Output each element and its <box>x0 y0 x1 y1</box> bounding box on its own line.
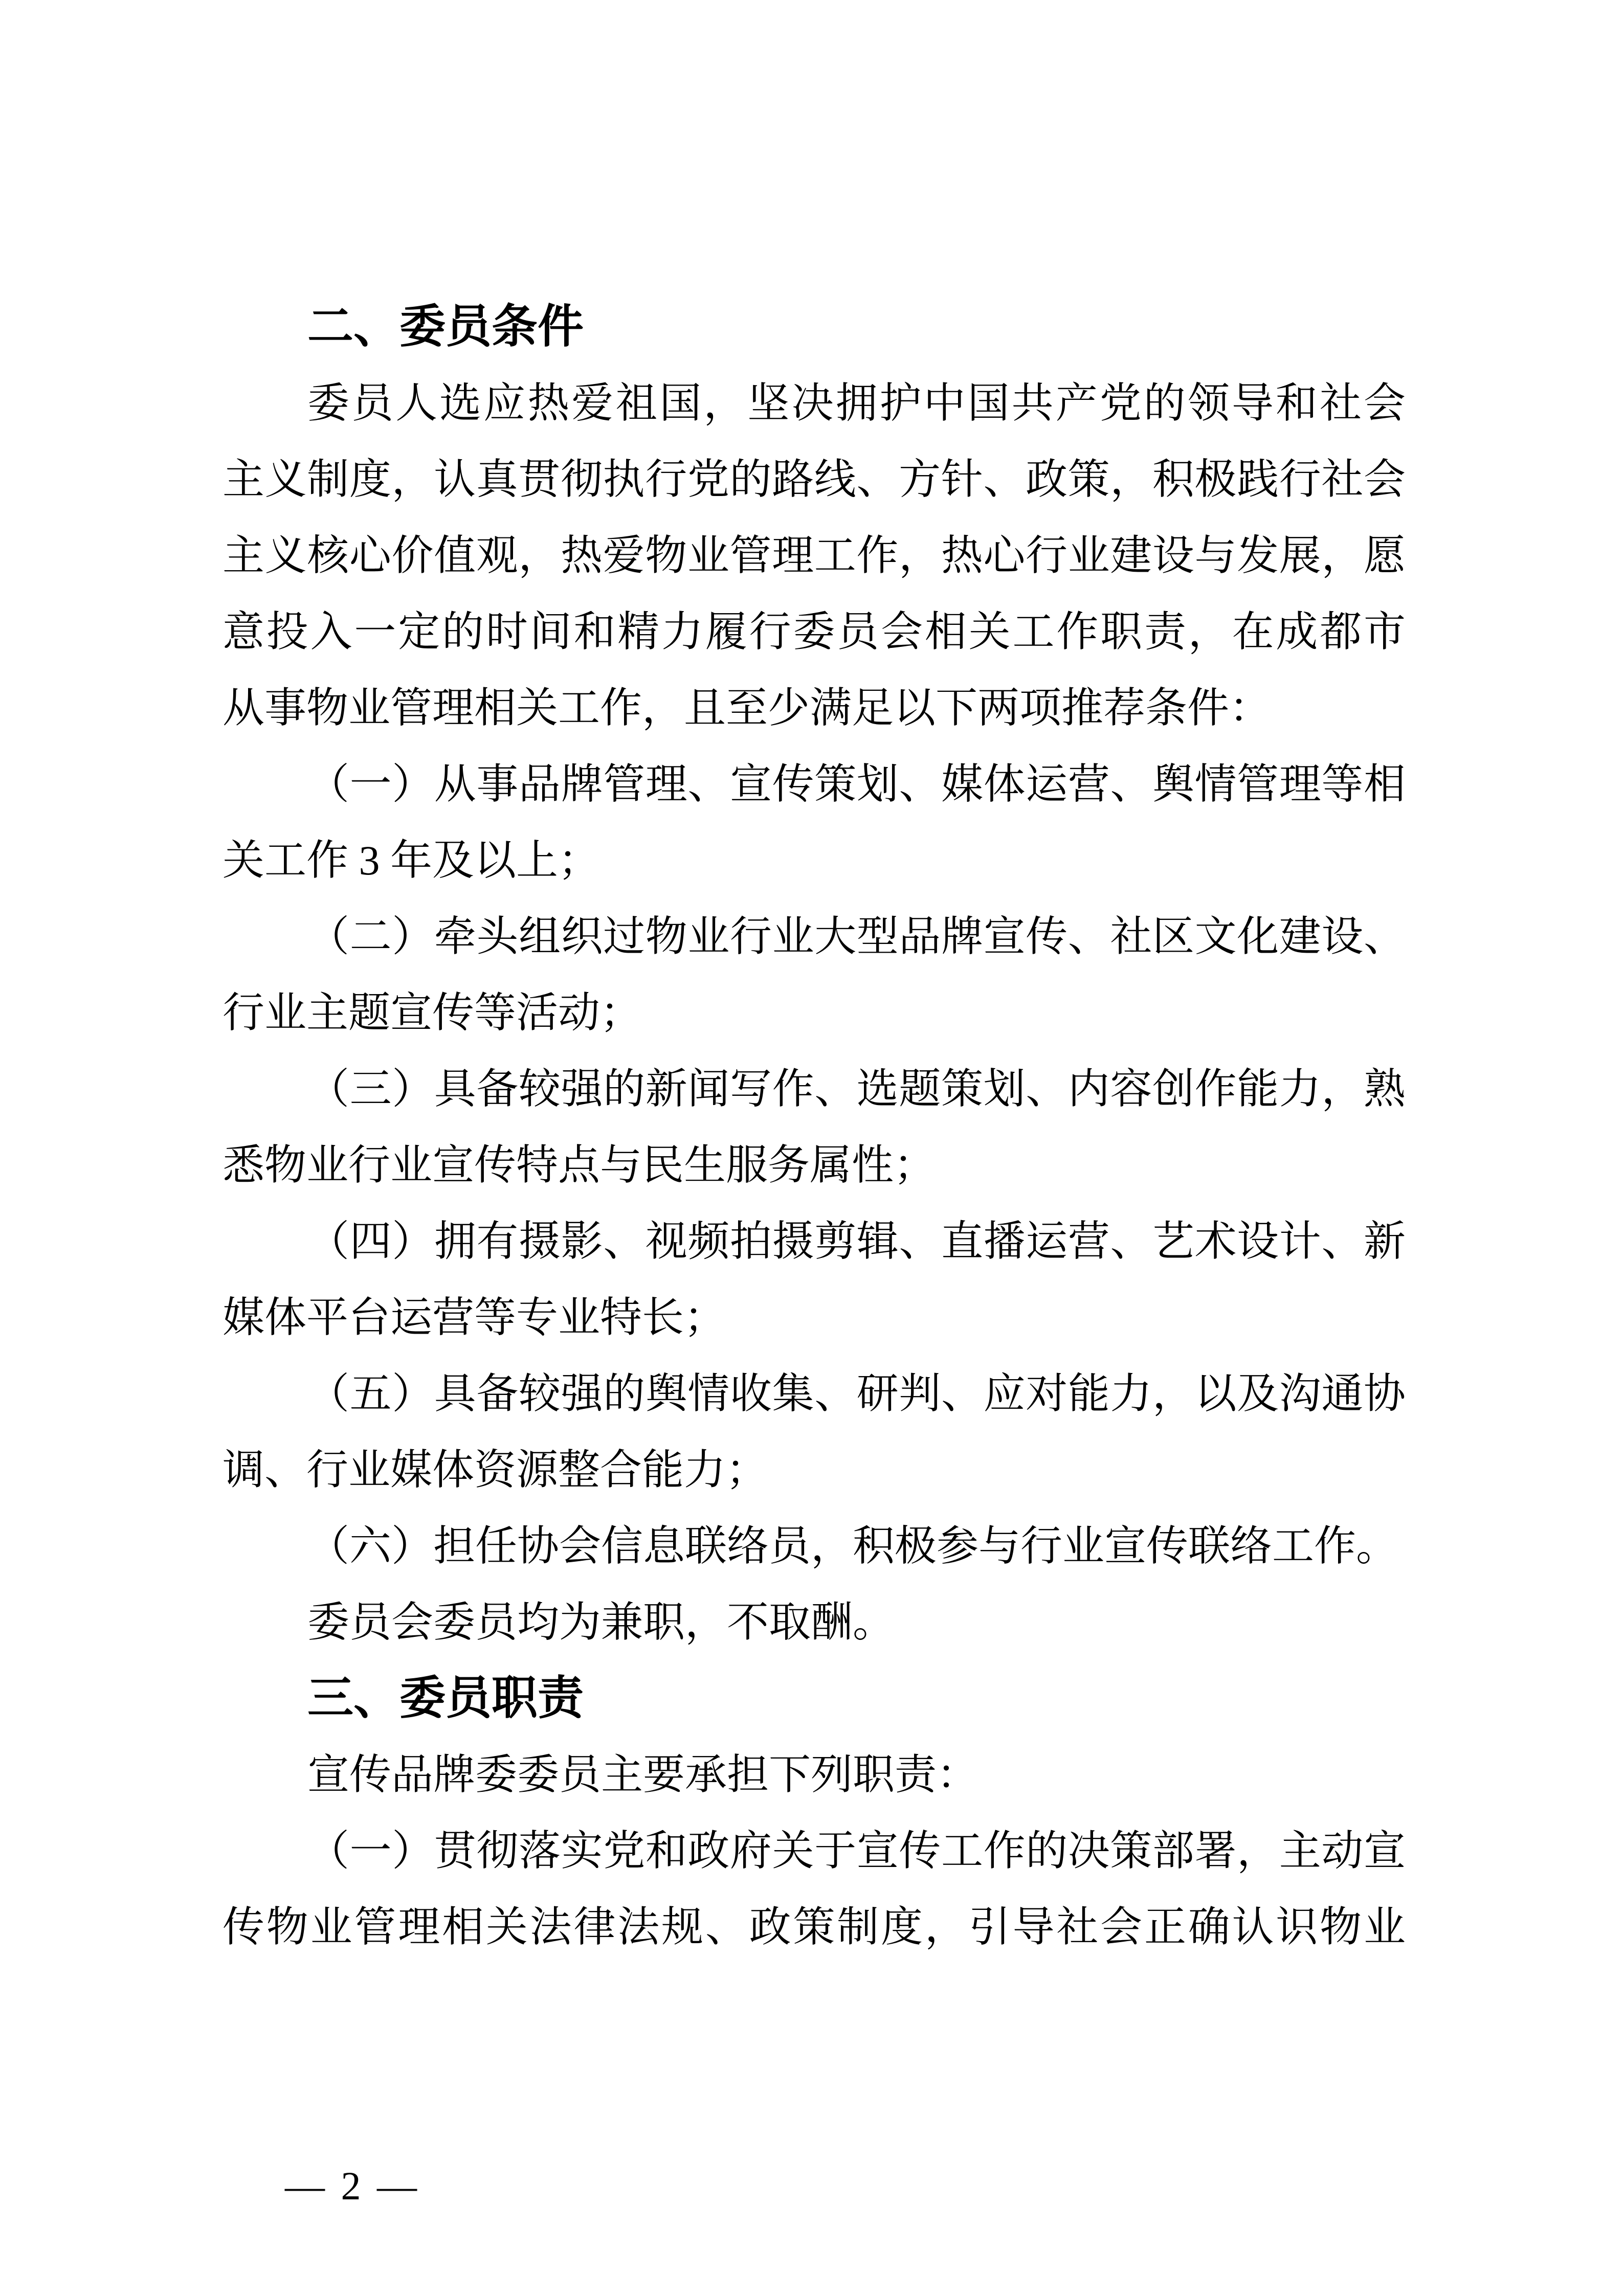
text-line: （二）牵头组织过物业行业大型品牌宣传、社区文化建设、 <box>307 913 1406 960</box>
text-line: （四）拥有摄影、视频拍摄剪辑、直播运营、艺术设计、新 <box>307 1218 1406 1265</box>
text-line: （三）具备较强的新闻写作、选题策划、内容创作能力，熟 <box>307 1066 1406 1112</box>
text-line: 意投入一定的时间和精力履行委员会相关工作职责，在成都市 <box>223 609 1406 655</box>
paragraph <box>223 1051 1406 1203</box>
paragraph <box>223 1508 1406 1584</box>
text-line: 从事物业管理相关工作，且至少满足以下两项推荐条件： <box>223 685 1272 731</box>
heading-text: 三、委员职责 <box>307 1673 584 1724</box>
paragraph <box>223 1813 1406 1965</box>
heading-text: 二、委员条件 <box>307 301 584 352</box>
section-heading <box>223 289 1406 365</box>
text-line: 宣传品牌委委员主要承担下列职责： <box>307 1751 979 1798</box>
text-line: 主义核心价值观，热爱物业管理工作，热心行业建设与发展，愿 <box>223 532 1406 579</box>
text-line: 委员人选应热爱祖国，坚决拥护中国共产党的领导和社会 <box>307 380 1406 426</box>
text-line: 主义制度，认真贯彻执行党的路线、方针、政策，积极践行社会 <box>223 456 1406 503</box>
text-line: 关工作 3 年及以上； <box>223 837 600 884</box>
paragraph <box>223 1203 1406 1356</box>
text-line: 传物业管理相关法律法规、政策制度，引导社会正确认识物业 <box>223 1904 1406 1950</box>
text-line: 媒体平台运营等专业特长； <box>223 1294 726 1341</box>
page-footer <box>259 2094 420 2208</box>
document-body <box>223 289 1406 1965</box>
paragraph <box>223 365 1406 746</box>
text-line: 行业主题宣传等活动； <box>223 989 642 1036</box>
text-line: （五）具备较强的舆情收集、研判、应对能力，以及沟通协 <box>307 1370 1406 1417</box>
paragraph <box>223 898 1406 1051</box>
paragraph <box>223 746 1406 898</box>
paragraph <box>223 1737 1406 1813</box>
text-line: 调、行业媒体资源整合能力； <box>223 1447 768 1493</box>
paragraph <box>223 1584 1406 1660</box>
text-line: （一）贯彻落实党和政府关于宣传工作的决策部署，主动宣 <box>307 1828 1406 1874</box>
text-line: 悉物业行业宣传特点与民生服务属性； <box>223 1142 936 1188</box>
text-line: （一）从事品牌管理、宣传策划、媒体运营、舆情管理等相 <box>307 761 1406 807</box>
text-line: 委员会委员均为兼职，不取酬。 <box>307 1599 895 1646</box>
paragraph <box>223 1356 1406 1508</box>
section-heading <box>223 1660 1406 1737</box>
page-number: — 2 — <box>285 2164 420 2208</box>
text-line: （六）担任协会信息联络员，积极参与行业宣传联络工作。 <box>307 1523 1398 1569</box>
